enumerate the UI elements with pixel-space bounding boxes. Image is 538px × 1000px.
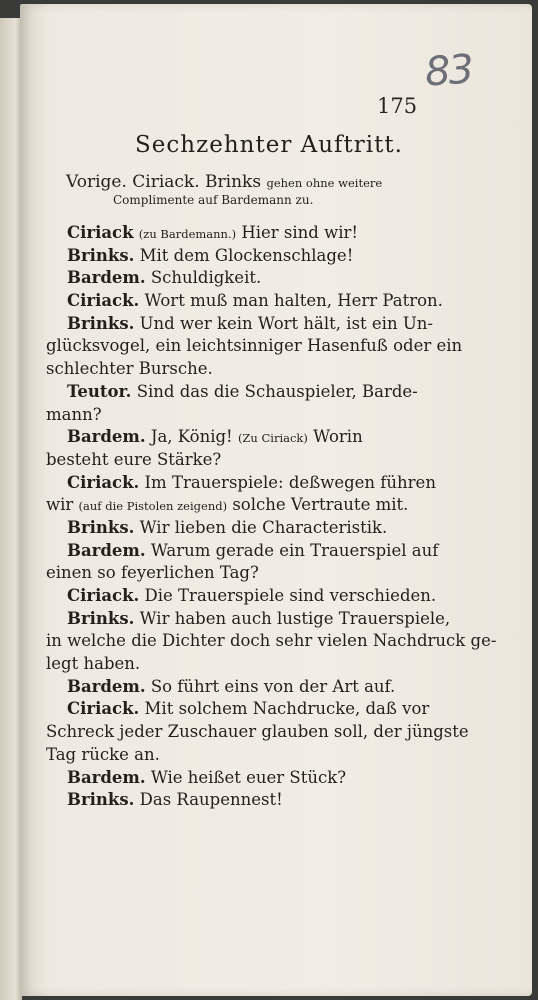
speaker: Ciriack. xyxy=(67,699,140,719)
dialogue-line xyxy=(46,721,469,744)
line-text: wir xyxy=(46,495,74,515)
dialogue-line xyxy=(46,676,412,699)
line-text: Warum gerade ein Trauerspiel auf xyxy=(150,540,439,560)
dialogue-block xyxy=(46,222,497,812)
speaker: Ciriack. xyxy=(67,291,140,311)
line-text: Worin xyxy=(313,427,363,447)
dialogue-line xyxy=(46,562,412,585)
speaker: Bardem. xyxy=(67,540,146,560)
stage-direction-line-1 xyxy=(66,172,382,192)
dialogue-line xyxy=(46,767,412,790)
line-text: Das Raupennest! xyxy=(139,790,283,810)
dialogue-line xyxy=(46,789,412,812)
speaker: Bardem. xyxy=(67,427,146,447)
line-text: So führt eins von der Art auf. xyxy=(150,676,396,696)
line-text: besteht eure Stärke? xyxy=(46,449,222,469)
dialogue-line xyxy=(46,404,412,427)
dialogue-line xyxy=(46,517,412,540)
line-text: glücksvogel, ein leichtsinniger Hasenfuß oder ein xyxy=(46,336,463,356)
stage-note: (zu Bardemann.) xyxy=(138,227,237,241)
dialogue-line xyxy=(46,494,412,517)
speaker: Teutor. xyxy=(67,381,132,401)
speaker: Bardem. xyxy=(67,676,146,696)
dialogue-line xyxy=(46,358,412,381)
dialogue-line xyxy=(46,540,439,563)
dialogue-line xyxy=(46,313,433,336)
line-text: Im Trauerspiele: deßwegen führen xyxy=(144,472,436,492)
page-number: 175 xyxy=(377,94,418,118)
line-text: Tag rücke an. xyxy=(46,744,160,764)
line-text: Wort muß man halten, Herr Patron. xyxy=(144,291,443,311)
stage-note: (auf die Pistolen zeigend) xyxy=(78,499,228,514)
line-text: Sind das die Schauspieler, Barde- xyxy=(136,381,418,401)
dialogue-line xyxy=(46,426,412,449)
dialogue-line xyxy=(46,653,412,676)
adjacent-page-edge xyxy=(0,18,22,1000)
speaker: Ciriack xyxy=(67,223,134,242)
dialogue-line xyxy=(46,585,437,608)
stage-note: (Zu Ciriack) xyxy=(237,431,308,446)
line-text: Wir haben auch lustige Trauerspiele, xyxy=(139,608,451,628)
line-text: Wir lieben die Characteristik. xyxy=(139,517,388,537)
speaker: Bardem. xyxy=(67,767,146,787)
line-text: Schuldigkeit. xyxy=(150,268,262,288)
line-text: schlechter Bursche. xyxy=(46,359,213,379)
speaker: Brinks. xyxy=(67,608,135,628)
line-text: Hier sind wir! xyxy=(241,223,359,242)
stage-direction-line-2: Complimente auf Bardemann zu. xyxy=(113,193,314,207)
dialogue-line xyxy=(46,744,412,767)
line-text: legt haben. xyxy=(46,654,141,674)
scene-title: Sechzehnter Auftritt. xyxy=(135,132,403,158)
dialogue-line xyxy=(46,608,451,631)
line-text: Die Trauerspiele sind verschieden. xyxy=(144,586,437,605)
speaker: Ciriack. xyxy=(67,586,140,605)
line-text: Mit dem Glockenschlage! xyxy=(139,245,354,265)
line-text: Schreck jeder Zuschauer glauben soll, der jüngste xyxy=(46,722,469,742)
dialogue-line xyxy=(46,222,412,245)
line-text: Ja, König! xyxy=(150,427,233,447)
dialogue-line xyxy=(46,290,443,313)
line-text: Wie heißet euer Stück? xyxy=(150,767,347,787)
line-text: mann? xyxy=(46,404,102,424)
line-text: solche Vertraute mit. xyxy=(232,495,409,515)
dialogue-line xyxy=(46,630,497,653)
line-text: Mit solchem Nachdrucke, daß vor xyxy=(144,699,430,719)
line-text: einen so feyerlichen Tag? xyxy=(46,563,259,583)
dialogue-line xyxy=(46,245,412,268)
speaker: Brinks. xyxy=(67,313,135,333)
dialogue-line xyxy=(46,698,430,721)
dialogue-line xyxy=(46,381,418,404)
dialogue-line xyxy=(46,449,412,472)
dialogue-line xyxy=(46,267,412,290)
speaker: Ciriack. xyxy=(67,472,140,492)
handwritten-folio-number: 83 xyxy=(423,46,474,96)
stage-direction-characters: Vorige. Ciriack. Brinks xyxy=(66,172,262,192)
speaker: Brinks. xyxy=(67,517,135,537)
stage-direction-text-1: gehen ohne weitere xyxy=(266,176,383,190)
dialogue-line xyxy=(46,335,463,358)
speaker: Bardem. xyxy=(67,268,146,288)
dialogue-line xyxy=(46,472,436,495)
line-text: Und wer kein Wort hält, ist ein Un- xyxy=(139,313,433,333)
speaker: Brinks. xyxy=(67,245,135,265)
speaker: Brinks. xyxy=(67,790,135,810)
line-text: in welche die Dichter doch sehr vielen Nachdruck ge- xyxy=(46,631,497,651)
